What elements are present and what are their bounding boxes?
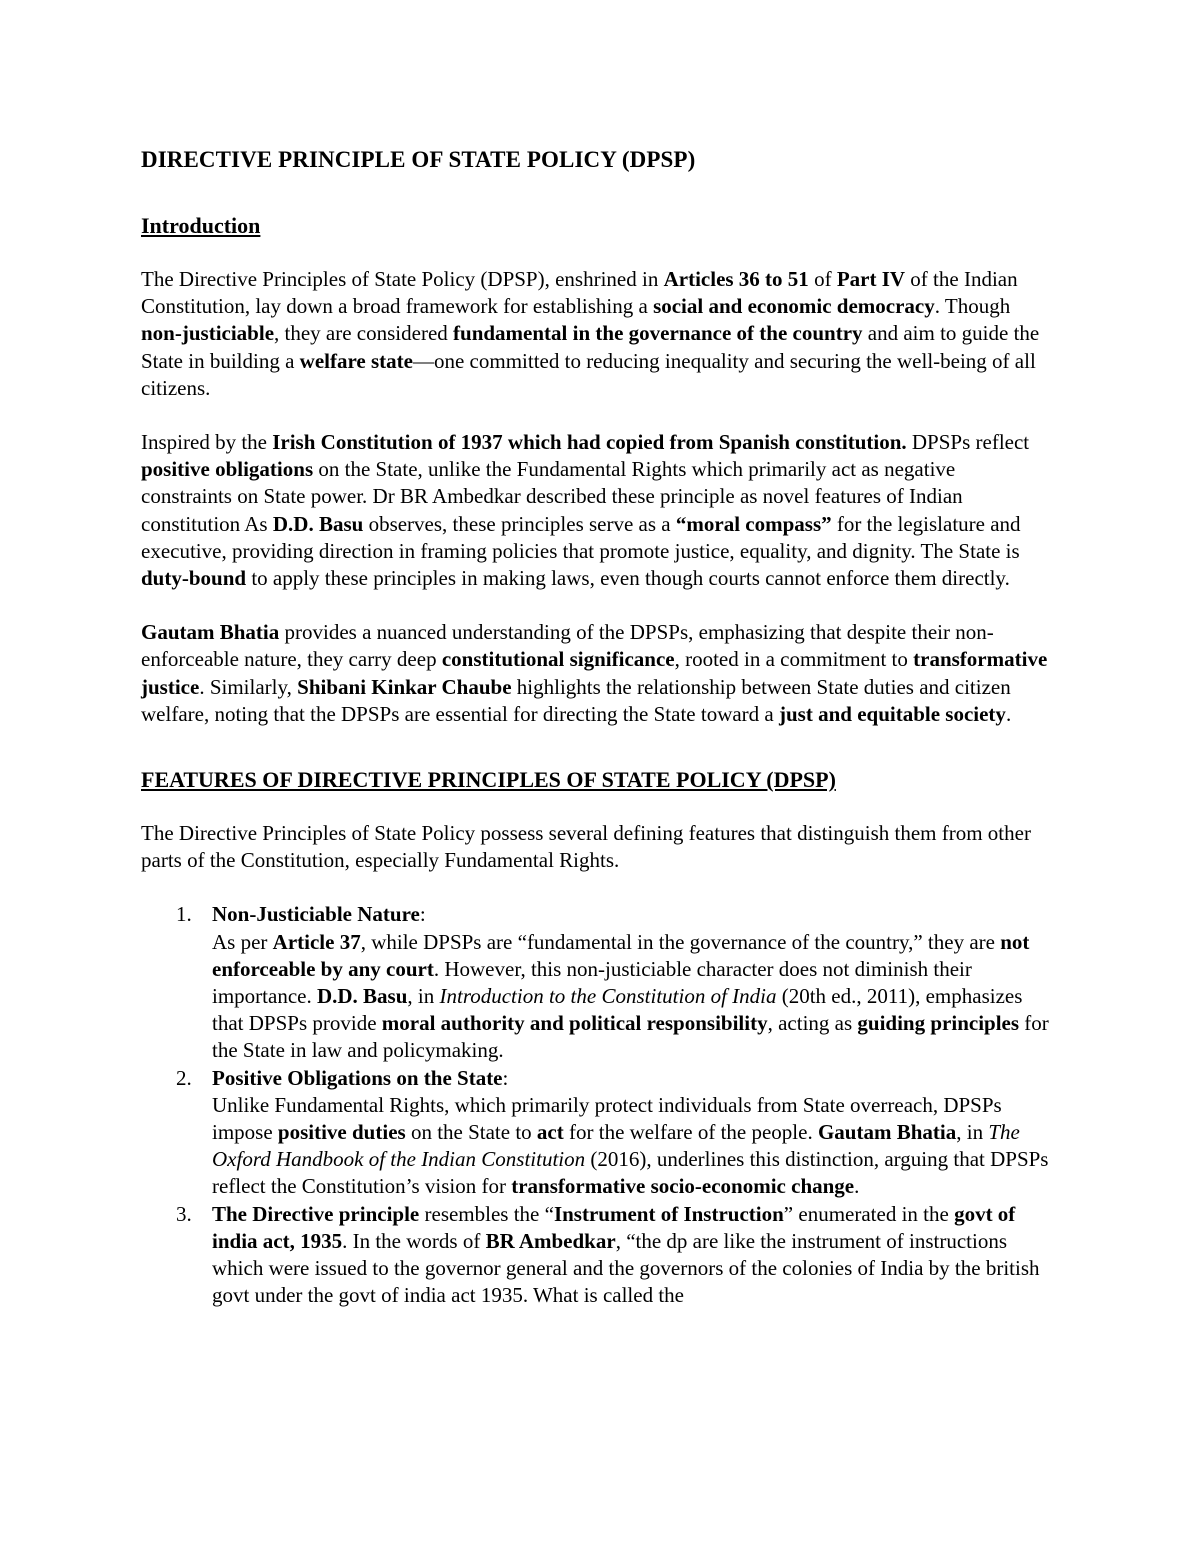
intro-paragraph-3: Gautam Bhatia provides a nuanced understanding of the DPSPs, emphasizing that despite their non-enforceable nature, they carry deep constitutional significance, rooted in a commitment to transformative justice. Similarly, Shibani Kinkar Chaube highlights the relationship between State duties and citizen welfare, noting that the DPSPs are essential for directing the State toward a just and equitable society. — [141, 620, 1048, 726]
intro-paragraph-2: Inspired by the Irish Constitution of 1937 which had copied from Spanish constitution. DPSPs reflect positive obligations on the State, unlike the Fundamental Rights which primarily act as negative constraints on State power. Dr BR Ambedkar described these principle as novel features of Indian constitution As D.D. Basu observes, these principles serve as a “moral compass” for the legislature and executive, providing direction in framing policies that promote justice, equality, and dignity. The State is duty-bound to apply these principles in making laws, even though courts cannot enforce them directly. — [141, 430, 1030, 591]
list-item-number: 3. — [176, 1201, 192, 1226]
features-list — [141, 901, 1050, 1309]
intro-paragraph-1: The Directive Principles of State Policy (DPSP), enshrined in Articles 36 to 51 of Part IV of the Indian Constitution, lay down a broad framework for establishing a social and economic democracy. Though non-justiciable, they are considered fundamental in the governance of the country and aim to guide the State in building a welfare state—one committed to reducing inequality and securing the well-being of all citizens. — [141, 267, 1040, 400]
list-item-number: 1. — [176, 902, 192, 927]
list-item-body: As per Article 37, while DPSPs are “fundamental in the governance of the country,” they are not enforceable by any court. However, this non-justiciable character does not diminish their importance. D.D. Basu, in Introduction to the Constitution of India (20th ed., 2011), emphasizes that DPSPs provide moral authority and political responsibility, acting as guiding principles for the State in law and policymaking. — [212, 929, 1049, 1063]
introduction-heading: Introduction — [141, 213, 261, 238]
list-item-title: Non-Justiciable Nature: — [212, 902, 426, 927]
list-item — [141, 901, 1050, 1064]
list-item — [141, 1201, 1050, 1310]
features-heading: FEATURES OF DIRECTIVE PRINCIPLES OF STATE POLICY (DPSP) — [141, 767, 836, 793]
features-intro-paragraph: The Directive Principles of State Policy possess several defining features that distinguish them from other parts of the Constitution, especially Fundamental Rights. — [141, 821, 1031, 873]
list-item-title: Positive Obligations on the State: — [212, 1065, 509, 1090]
list-item — [141, 1065, 1050, 1201]
list-item-number: 2. — [176, 1065, 192, 1090]
list-item-title: The Directive principle resembles the “Instrument of Instruction” enumerated in the govt of india act, 1935. In the words of BR Ambedkar, “the dp are like the instrument of instructions which were issued to the governor general and the governors of the colonies of India by the british govt under the govt of india act 1935. What is called the — [212, 1201, 1040, 1308]
list-item-body: Unlike Fundamental Rights, which primarily protect individuals from State overreach, DPSPs impose positive duties on the State to act for the welfare of the people. Gautam Bhatia, in The Oxford Handbook of the Indian Constitution (2016), underlines this distinction, arguing that DPSPs reflect the Constitution’s vision for transformative socio-economic change. — [212, 1092, 1049, 1199]
document-title: DIRECTIVE PRINCIPLE OF STATE POLICY (DPSP) — [141, 147, 696, 172]
